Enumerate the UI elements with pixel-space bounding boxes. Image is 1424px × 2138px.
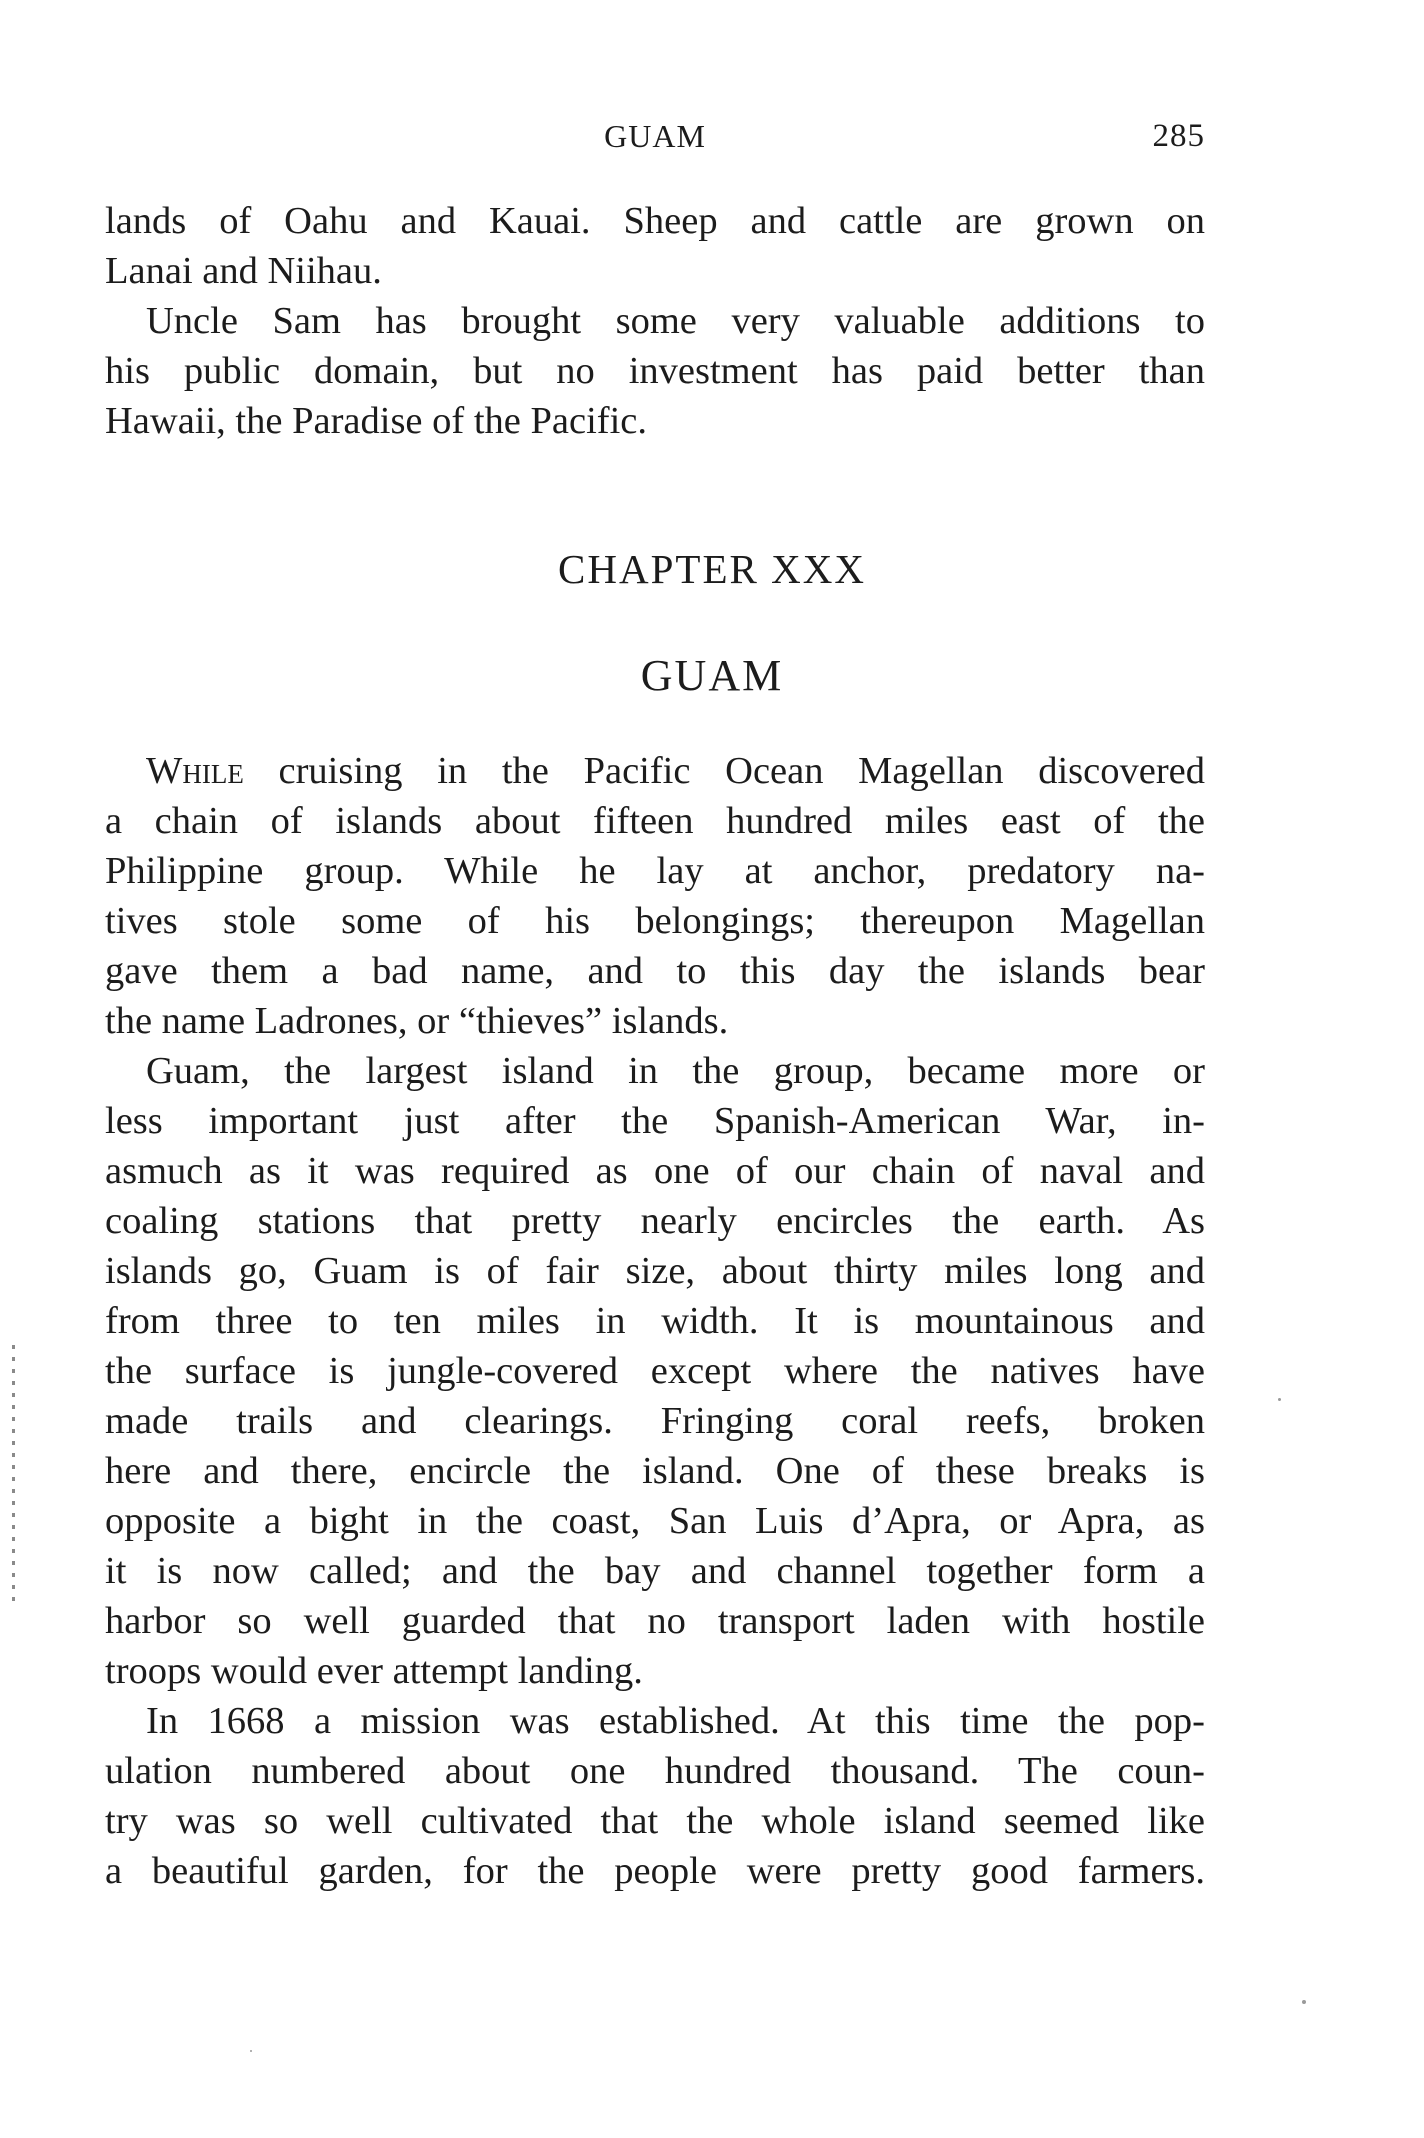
text-line: Hawaii, the Paradise of the Pacific. [105, 400, 648, 442]
scan-speck [1278, 1398, 1281, 1401]
text-line: made trails and clearings. Fringing coral reefs, broken [105, 1400, 1205, 1442]
text-line: asmuch as it was required as one of our chain of naval and [105, 1150, 1205, 1192]
text-line: try was so well cultivated that the whole island seemed like [105, 1800, 1205, 1842]
text-line: Uncle Sam has brought some very valuable additions to [146, 300, 1205, 342]
text-line: Lanai and Niihau. [105, 250, 382, 292]
text-line [146, 746, 1205, 796]
text-line: islands go, Guam is of fair size, about thirty miles long and [105, 1250, 1205, 1292]
text-line: troops would ever attempt landing. [105, 1650, 643, 1692]
text-line: here and there, encircle the island. One of these breaks is [105, 1450, 1205, 1492]
text-line: opposite a bight in the coast, San Luis d’Apra, or Apra, as [105, 1500, 1205, 1542]
text-line: Philippine group. While he lay at anchor, predatory na- [105, 850, 1205, 892]
text-line: the surface is jungle-covered except where the natives have [105, 1350, 1205, 1392]
text-line: the name Ladrones, or “thieves” islands. [105, 1000, 729, 1042]
text-line: a chain of islands about fifteen hundred miles east of the [105, 800, 1205, 842]
text-line: lands of Oahu and Kauai. Sheep and cattle are grown on [105, 200, 1205, 242]
text-line: harbor so well guarded that no transport laden with hostile [105, 1600, 1205, 1642]
text-line: tives stole some of his belongings; thereupon Magellan [105, 900, 1205, 942]
text-line: In 1668 a mission was established. At this time the pop- [146, 1700, 1205, 1742]
text-line: from three to ten miles in width. It is mountainous and [105, 1300, 1205, 1342]
text-line: a beautiful garden, for the people were pretty good farmers. [105, 1850, 1205, 1892]
text-line: ulation numbered about one hundred thousand. The coun- [105, 1750, 1205, 1792]
text-line: his public domain, but no investment has paid better than [105, 350, 1205, 392]
text-line: gave them a bad name, and to this day the islands bear [105, 950, 1205, 992]
scan-speck [250, 2050, 252, 2052]
text-span: cruising in the Pacific Ocean Magellan discovered [243, 750, 1205, 792]
opening-word: While [146, 750, 244, 792]
page-number: 285 [1152, 118, 1205, 154]
chapter-number: CHAPTER XXX [558, 546, 866, 592]
chapter-title: GUAM [640, 651, 784, 700]
text-line: less important just after the Spanish-American War, in- [105, 1100, 1205, 1142]
text-line: coaling stations that pretty nearly encircles the earth. As [105, 1200, 1205, 1242]
text-line: it is now called; and the bay and channel together form a [105, 1550, 1205, 1592]
running-head [105, 118, 1205, 162]
scan-margin-mark [12, 1345, 15, 1605]
running-title: GUAM [604, 118, 706, 154]
scan-speck [1302, 2000, 1306, 2004]
text-line: Guam, the largest island in the group, became more or [146, 1050, 1205, 1092]
